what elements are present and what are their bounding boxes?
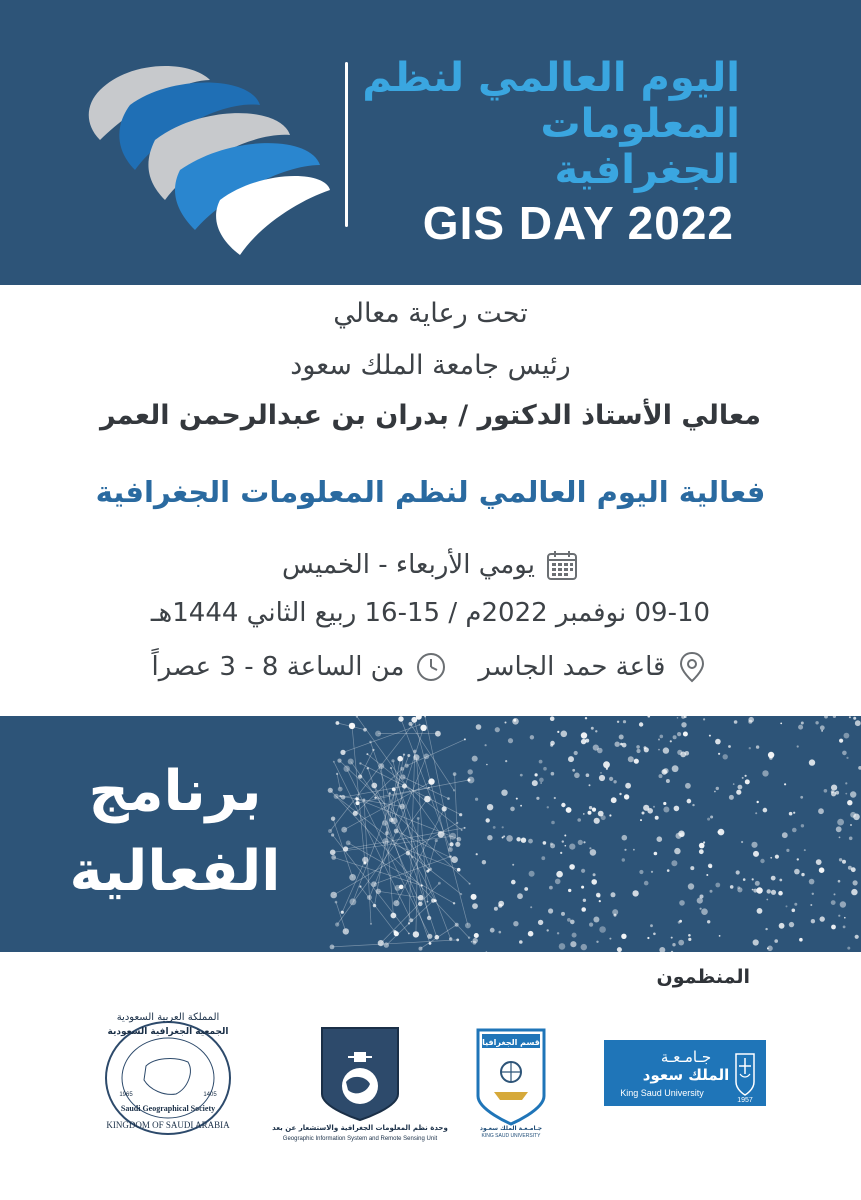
sgs-name-en-1: Saudi Geographical Society [120,1104,216,1113]
ksu-name-ar-1: جـامـعـة [660,1048,712,1066]
king-saud-university-logo [604,1040,766,1106]
sgs-year-left: 1965 [119,1092,133,1098]
program-banner [0,716,861,952]
sgs-name-en-2: KINGDOM OF SAUDI ARABIA [106,1120,230,1130]
sgs-name-ar-2: الجمعية الجغرافية السعودية [107,1027,229,1037]
event-venue-row [60,650,801,684]
event-days-text: يومي الأربعاء - الخميس [282,550,535,580]
gis-remote-sensing-unit-logo [262,1024,458,1142]
ksu-name-ar-2: الملك سعود [642,1066,730,1084]
sgs-year-right: 1405 [203,1092,217,1098]
title-arabic-line2: المعلومات الجغرافية [540,101,740,193]
geography-department-logo [472,1026,550,1138]
event-dates-row [60,598,801,628]
patronage-line2: رئيس جامعة الملك سعود [290,350,571,381]
ksu-name-en: King Saud University [620,1088,704,1098]
header-divider [345,62,348,227]
sgs-name-ar-1: المملكة العربية السعودية [116,1012,220,1023]
event-days-row [60,548,801,582]
gis-unit-name-ar: وحدة نظم المعلومات الجغرافية والاستشعار عن بعد [272,1124,448,1132]
gis-unit-name-en: Geographic Information System and Remote Sensing Unit [282,1136,438,1142]
geo-dept-university-ar: جـامـعـة الملك سعـود [479,1125,543,1132]
title-arabic-line1: اليوم العالمي لنظم [362,55,740,101]
gis-day-swoosh-logo [60,50,350,260]
program-title [50,752,300,912]
event-title-block [360,55,740,253]
program-title-line1: برنامج [88,759,262,824]
geo-dept-name-ar: قسم الجغرافيا [482,1038,540,1047]
patronage-line1: تحت رعاية معالي [333,298,528,329]
header-banner [0,0,861,285]
calendar-icon [545,548,579,582]
program-title-line2: الفعالية [69,839,281,904]
saudi-geographical-society-logo [88,1010,248,1138]
event-name: فعالية اليوم العالمي لنظم المعلومات الجغرافية [95,475,766,509]
geo-dept-university-en: KING SAUD UNIVERSITY [481,1133,541,1138]
event-time-text: من الساعة 8 - 3 عصراً [151,652,405,682]
location-pin-icon [675,650,709,684]
event-venue-text: قاعة حمد الجاسر [478,652,666,682]
clock-icon [414,650,448,684]
organizers-label: المنظمون [656,966,750,988]
patronage-line3: معالي الأستاذ الدكتور / بدران بن عبدالرحمن العمر [100,400,761,431]
event-dates-text: 09-10 نوفمبر 2022م / 15-16 ربيع الثاني 1444هـ [150,598,711,628]
title-english: GIS DAY 2022 [422,197,734,249]
ksu-year: 1957 [737,1097,753,1104]
